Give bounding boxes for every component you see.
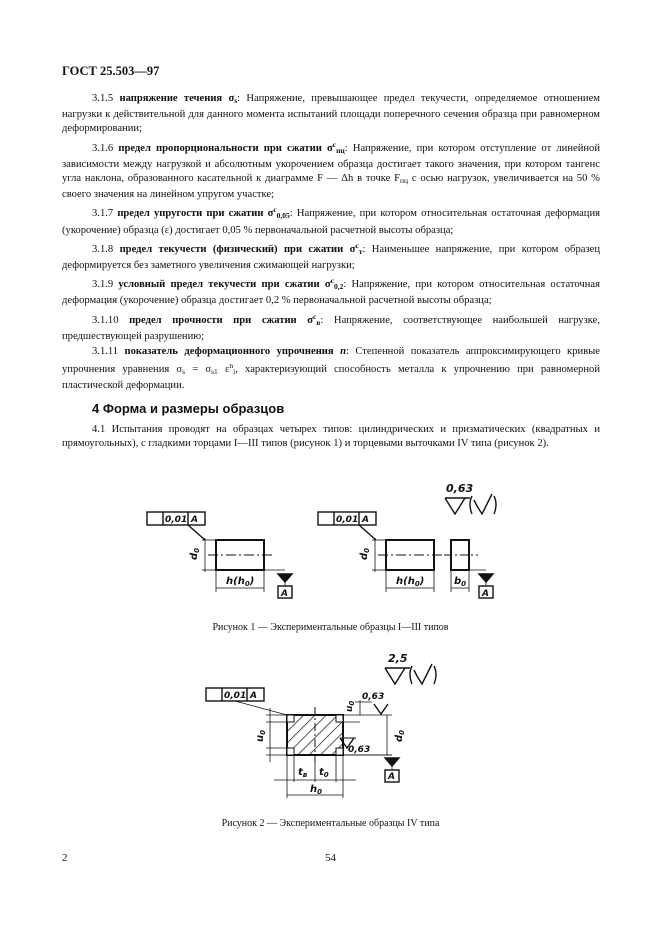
fig2-tolerance: 0,01 <box>224 691 247 701</box>
fig1-b: $b_0$ <box>454 576 467 588</box>
fig2-u-right: $u_0$ <box>345 700 356 712</box>
paragraph-4-1: 4.1 Испытания проводят на образцах четырех типов: цилиндрических и призматических (квадратных и прямоугольных), с гладкими торцами I—III типов (рисунок 1) и торцевыми выточками IV типа (рисунок 2). <box>62 423 600 450</box>
figure-2-drawing <box>0 648 661 813</box>
fig2-t2: $t_0$ <box>319 767 329 779</box>
fig1-h-mid: $h(h_0)$ <box>396 576 425 588</box>
fig2-roughness-top: 2,5 <box>388 652 408 665</box>
figure-1-caption: Рисунок 1 — Экспериментальные образцы I—III типов <box>212 622 449 633</box>
section-heading: 4 Форма и размеры образцов <box>92 400 285 416</box>
fig1-datum-box-left: A <box>281 589 288 599</box>
fig2-datum-frame: A <box>250 691 257 701</box>
paragraph-3-1-6: 3.1.6 предел пропорциональности при сжатии $\sigma^с_{пц}$: Напряжение, при котором отступление от линейной зависимости между нагрузкой и абсолютным укорочением образца достигает такого значения, при котором тангенс угла наклона, образованного касательной к диаграмме F — Δh в точке $F_{пц}$ с осью нагрузок, увеличивается на 50 % своего значения на линейном упругом участке; <box>62 139 600 201</box>
figure-1-drawing <box>0 470 661 610</box>
paragraph-3-1-5: 3.1.5 напряжение течения $\sigma_s$: Напряжение, превышающее предел текучести, определяемое отношением нагрузки к действительной для данного момента испытаний площади поперечного сечения образца при равномерном деформировании; <box>62 93 600 135</box>
paragraph-3-1-10: 3.1.10 предел прочности при сжатии $\sigma^с_в$: Напряжение, соответствующее наибольшей нагрузке, предшествующей разрушению; <box>62 311 600 342</box>
paragraph-3-1-9: 3.1.9 условный предел текучести при сжатии $\sigma^с_{0,2}$: Напряжение, при котором относительная остаточная деформация (укорочение) образца достигает 0,2 % первоначальной расчетной высоты образца; <box>62 276 600 307</box>
fig2-roughness-b: 0,63 <box>348 745 371 755</box>
fig1-h-left: $h(h_0)$ <box>226 576 255 588</box>
fig2-datum-box: A <box>388 772 395 782</box>
fig2-h: $h_0$ <box>310 784 322 796</box>
fig1-d-mid: $d_0$ <box>359 547 371 560</box>
fig1-roughness-label: 0,63 <box>446 482 474 495</box>
fig1-datum-left: A <box>191 515 198 525</box>
fig1-datum-mid: A <box>362 515 369 525</box>
fig1-datum-box-right: A <box>482 589 489 599</box>
page-number-left: 2 <box>62 852 68 864</box>
fig2-d: $d_0$ <box>394 729 406 742</box>
paragraph-3-1-11: 3.1.11 показатель деформационного упрочнения n: Степенной показатель аппроксимирующего кривые упрочнения уравнения $\sigma_s = \sigma_{s1}$ $\varepsilon^n_i$, характеризующий способность металла к упрочнению при равномерной пластической деформации. <box>62 346 600 392</box>
document-code: ГОСТ 25.503—97 <box>62 64 160 78</box>
fig1-tolerance-left: 0,01 <box>165 515 188 525</box>
fig1-tolerance-mid: 0,01 <box>336 515 359 525</box>
figure-2-caption: Рисунок 2 — Экспериментальные образцы IV типа <box>221 818 440 829</box>
fig2-roughness-a: 0,63 <box>362 692 385 702</box>
document-body <box>62 92 600 452</box>
fig2-u-left: $u_0$ <box>255 730 267 742</box>
fig2-t1: $t_в$ <box>298 767 308 779</box>
page-number-center: 54 <box>325 852 336 864</box>
paragraph-3-1-7: 3.1.7 предел упругости при сжатии $\sigma^с_{0,05}$: Напряжение, при котором относительная остаточная деформация (укорочение) образца (ε) достигает 0,05 % первоначальной расчетной высоты образца; <box>62 205 601 236</box>
fig1-d-left: $d_0$ <box>189 547 201 560</box>
paragraph-3-1-8: 3.1.8 предел текучести (физический) при сжатии $\sigma^с_т$: Наименьшее напряжение, при котором образец деформируется без заметного увеличения сжимающей нагрузки; <box>62 240 600 272</box>
